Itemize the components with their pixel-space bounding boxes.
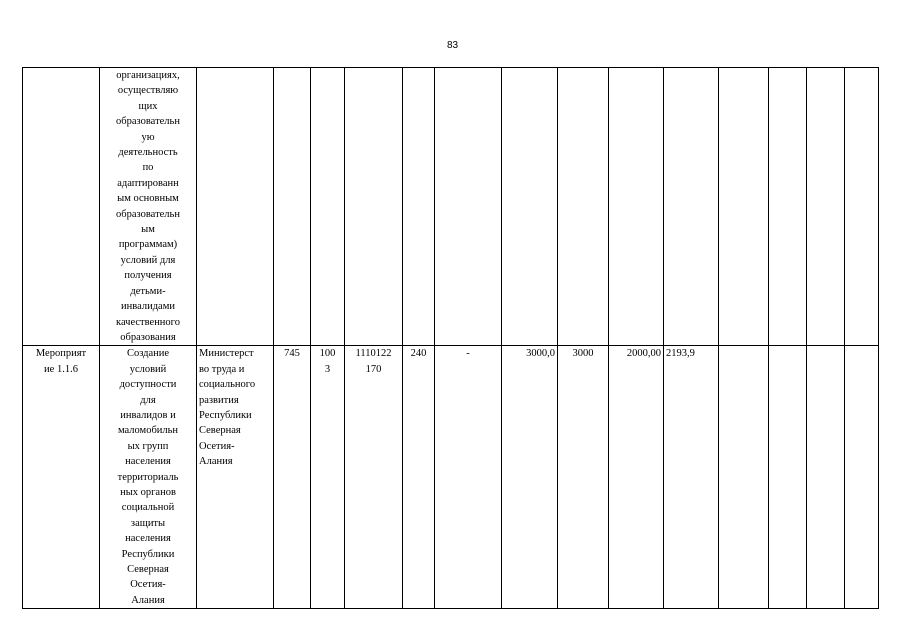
cell-value-1 xyxy=(502,68,558,346)
budget-table xyxy=(22,67,879,609)
cell-value-5 xyxy=(719,346,769,609)
table-row xyxy=(23,346,879,609)
cell-value-2 xyxy=(558,68,609,346)
cell-csr: 1110122 170 xyxy=(345,346,403,609)
cell-rzpr: 100 3 xyxy=(311,346,345,609)
page-number: 83 xyxy=(446,40,459,51)
cell-csr xyxy=(345,68,403,346)
cell-value-6 xyxy=(769,68,807,346)
cell-grbs: 745 xyxy=(274,346,311,609)
cell-value-3 xyxy=(609,68,664,346)
cell-executor xyxy=(197,68,274,346)
cell-description: организациях, осуществляю щих образовательн ую деятельность по адаптированн ым основным образовательн ым программам) условий для получения детьми- инвалидами качественного образования xyxy=(100,68,197,346)
cell-value-4: 2193,9 xyxy=(664,346,719,609)
cell-value-1: 3000,0 xyxy=(502,346,558,609)
cell-vr xyxy=(403,68,435,346)
cell-value-5 xyxy=(719,68,769,346)
cell-value-8 xyxy=(845,346,879,609)
cell-dash xyxy=(435,68,502,346)
cell-description: Создание условий доступности для инвалидов и маломобильн ых групп населения территориаль ных органов социальной защиты населения Республики Северная Осетия- Алания xyxy=(100,346,197,609)
cell-grbs xyxy=(274,68,311,346)
cell-value-7 xyxy=(807,346,845,609)
cell-event: Мероприят ие 1.1.6 xyxy=(23,346,100,609)
cell-rzpr xyxy=(311,68,345,346)
cell-value-3: 2000,00 xyxy=(609,346,664,609)
cell-value-7 xyxy=(807,68,845,346)
cell-value-4 xyxy=(664,68,719,346)
cell-value-2: 3000 xyxy=(558,346,609,609)
cell-executor: Министерст во труда и социального развития Республики Северная Осетия- Алания xyxy=(197,346,274,609)
cell-value-8 xyxy=(845,68,879,346)
cell-dash: - xyxy=(435,346,502,609)
cell-event xyxy=(23,68,100,346)
cell-value-6 xyxy=(769,346,807,609)
cell-vr: 240 xyxy=(403,346,435,609)
table-row xyxy=(23,68,879,346)
